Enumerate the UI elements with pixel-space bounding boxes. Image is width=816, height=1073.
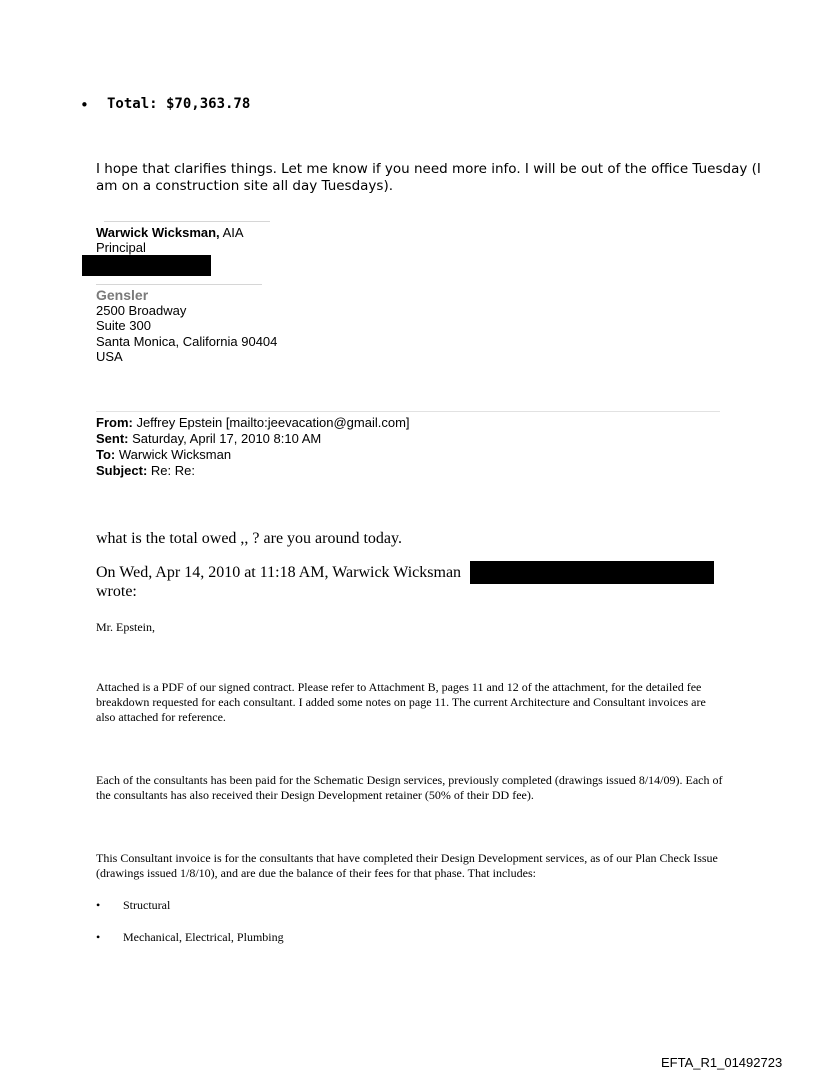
- to-label: To:: [96, 447, 116, 462]
- from-value: Jeffrey Epstein [mailto:jeevacation@gmail.com]: [132, 415, 410, 430]
- subject-value: Re: Re:: [147, 463, 195, 478]
- list-item: Structural: [123, 898, 171, 912]
- intro-paragraph: I hope that clarifies things. Let me know if you need more info. I will be out of the office Tuesday (I am on a construction site all day Tuesdays).: [96, 161, 761, 194]
- address-line: USA: [96, 349, 123, 364]
- total-amount: Total: $70,363.78: [107, 96, 251, 112]
- signature-credential: AIA: [219, 225, 244, 240]
- signature-divider-bottom: [96, 284, 262, 285]
- email-sent: [96, 431, 321, 446]
- sent-label: Sent:: [96, 431, 129, 446]
- quote-intro-wrote: wrote:: [96, 583, 137, 600]
- body-paragraph: Attached is a PDF of our signed contract. Please refer to Attachment B, pages 11 and 12 of the attachment, for the detailed fee breakdown requested for each consultant. I added some notes on page 11. The current Architecture and Consultant invoices are also attached for reference.: [96, 680, 706, 724]
- document-id: EFTA_R1_01492723: [661, 1055, 783, 1070]
- sent-value: Saturday, April 17, 2010 8:10 AM: [128, 431, 322, 446]
- company-name: Gensler: [96, 287, 149, 303]
- redaction-box: [470, 561, 714, 584]
- salutation: Mr. Epstein,: [96, 620, 155, 634]
- redaction-box: [82, 255, 211, 276]
- signature-title: Principal: [96, 240, 146, 255]
- email-header-divider: [96, 411, 720, 412]
- signature-name: Warwick Wicksman,: [96, 225, 220, 240]
- list-item: Mechanical, Electrical, Plumbing: [123, 930, 284, 944]
- bullet-mark: •: [80, 96, 89, 114]
- subject-label: Subject:: [96, 463, 148, 478]
- body-paragraph: Each of the consultants has been paid for the Schematic Design services, previously completed (drawings issued 8/14/09). Each of the consultants has also received their Design Development retainer (50% of their DD fee).: [96, 773, 723, 802]
- body-paragraph: This Consultant invoice is for the consultants that have completed their Design Development services, as of our Plan Check Issue (drawings issued 1/8/10), and are due the balance of their fees for that phase. That includes:: [96, 851, 718, 880]
- signature-name-line: [96, 225, 244, 240]
- address-line: 2500 Broadway: [96, 303, 187, 318]
- email-from: [96, 415, 410, 430]
- quote-intro-line: On Wed, Apr 14, 2010 at 11:18 AM, Warwick Wicksman: [96, 564, 462, 581]
- reply-body: what is the total owed ,, ? are you around today.: [96, 530, 402, 547]
- from-label: From:: [96, 415, 133, 430]
- address-line: Santa Monica, California 90404: [96, 334, 278, 349]
- to-value: Warwick Wicksman: [115, 447, 232, 462]
- bullet-mark: •: [96, 898, 101, 912]
- email-to: [96, 447, 231, 462]
- bullet-mark: •: [96, 930, 101, 944]
- signature-divider-top: [104, 221, 270, 222]
- address-line: Suite 300: [96, 318, 151, 333]
- email-subject: [96, 463, 195, 478]
